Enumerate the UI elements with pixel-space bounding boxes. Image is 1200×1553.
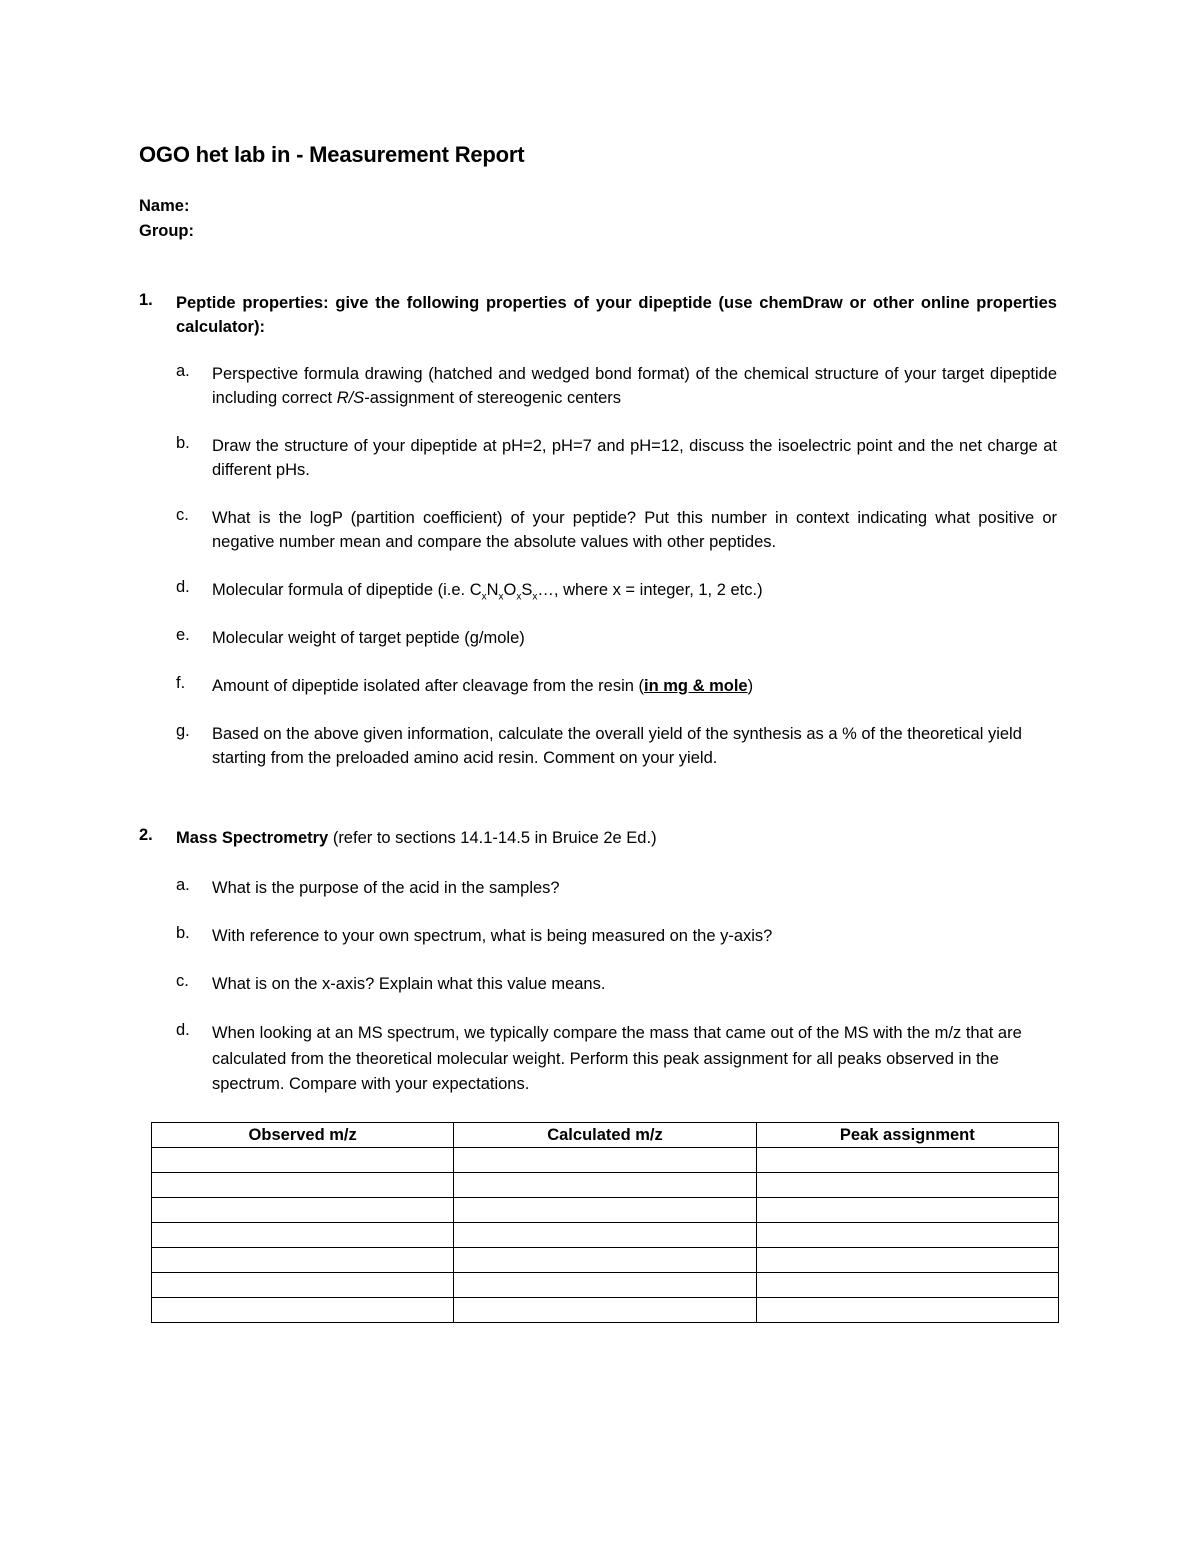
header-observed-mz: Observed m/z xyxy=(152,1123,454,1148)
group-label: Group: xyxy=(139,222,194,240)
table-row xyxy=(152,1248,1059,1273)
q1b-text: Draw the structure of your dipeptide at pH=2, pH=7 and pH=12, discuss the isoelectric point and the net charge at different pHs. xyxy=(212,437,1057,479)
table-row xyxy=(152,1148,1059,1173)
table-cell[interactable] xyxy=(756,1248,1058,1273)
table-row xyxy=(152,1298,1059,1323)
q2c-text: What is on the x-axis? Explain what this value means. xyxy=(212,975,606,993)
peak-assignment-table xyxy=(151,1122,1059,1323)
q1c-text: What is the logP (partition coefficient) of your peptide? Put this number in context indicating what positive or negative number mean and compare the absolute values with other peptides. xyxy=(212,509,1057,551)
table-cell[interactable] xyxy=(454,1223,756,1248)
q2b-text: With reference to your own spectrum, what is being measured on the y-axis? xyxy=(212,927,773,945)
q1e-text: Molecular weight of target peptide (g/mole) xyxy=(212,629,525,647)
page-title: OGO het lab in - Measurement Report xyxy=(139,142,525,167)
table-cell[interactable] xyxy=(152,1148,454,1173)
q1g-letter: g. xyxy=(176,722,190,740)
q1f-text: Amount of dipeptide isolated after cleavage from the resin (in mg & mole) xyxy=(212,677,754,695)
table-cell[interactable] xyxy=(454,1298,756,1323)
table-cell[interactable] xyxy=(756,1223,1058,1248)
name-label: Name: xyxy=(139,197,190,215)
q1g-text: Based on the above given information, calculate the overall yield of the synthesis as a % of the theoretical yield starting from the preloaded amino acid resin. Comment on your yield. xyxy=(212,725,1022,767)
q1d-letter: d. xyxy=(176,578,190,596)
table-cell[interactable] xyxy=(454,1198,756,1223)
table-cell[interactable] xyxy=(152,1173,454,1198)
table-cell[interactable] xyxy=(152,1223,454,1248)
table-cell[interactable] xyxy=(756,1173,1058,1198)
q2d-letter: d. xyxy=(176,1021,190,1039)
table-cell[interactable] xyxy=(756,1273,1058,1298)
table-cell[interactable] xyxy=(454,1148,756,1173)
table-cell[interactable] xyxy=(152,1198,454,1223)
q2-heading: Mass Spectrometry (refer to sections 14.1-14.5 in Bruice 2e Ed.) xyxy=(176,829,657,847)
table-cell[interactable] xyxy=(756,1198,1058,1223)
q2-number: 2. xyxy=(139,826,153,844)
q1-heading: Peptide properties: give the following properties of your dipeptide (use chemDraw or other online properties calculator): xyxy=(176,294,1057,336)
header-calculated-mz: Calculated m/z xyxy=(454,1123,756,1148)
q1a-letter: a. xyxy=(176,362,190,380)
q1d-text: Molecular formula of dipeptide (i.e. $C_xN_xO_xS_x\dots$, where x = integer, 1, 2 etc.) xyxy=(212,581,763,603)
q1a-text: Perspective formula drawing (hatched and wedged bond format) of the chemical structure of your target dipeptide including correct R/S-assignment of stereogenic centers xyxy=(212,365,1057,407)
table-cell[interactable] xyxy=(454,1273,756,1298)
q2b-letter: b. xyxy=(176,924,190,942)
table-cell[interactable] xyxy=(756,1298,1058,1323)
q1e-letter: e. xyxy=(176,626,190,644)
table-cell[interactable] xyxy=(152,1298,454,1323)
table-row xyxy=(152,1173,1059,1198)
q1b-letter: b. xyxy=(176,434,190,452)
q1c-letter: c. xyxy=(176,506,189,524)
table-cell[interactable] xyxy=(152,1273,454,1298)
q2a-letter: a. xyxy=(176,876,190,894)
q1-number: 1. xyxy=(139,291,153,309)
table-cell[interactable] xyxy=(454,1173,756,1198)
q1f-letter: f. xyxy=(176,674,186,692)
q2d-text: When looking at an MS spectrum, we typically compare the mass that came out of the MS with the m/z that are calculated from the theoretical molecular weight. Perform this peak assignment for all peaks observed in the spectrum. Compare with your expectations. xyxy=(212,1024,1022,1093)
table-header-row xyxy=(152,1123,1059,1148)
table-cell[interactable] xyxy=(454,1248,756,1273)
q2c-letter: c. xyxy=(176,972,189,990)
q2a-text: What is the purpose of the acid in the samples? xyxy=(212,879,560,897)
table-cell[interactable] xyxy=(152,1248,454,1273)
table-cell[interactable] xyxy=(756,1148,1058,1173)
table-row xyxy=(152,1273,1059,1298)
table-row xyxy=(152,1223,1059,1248)
table-row xyxy=(152,1198,1059,1223)
header-peak-assignment: Peak assignment xyxy=(756,1123,1058,1148)
